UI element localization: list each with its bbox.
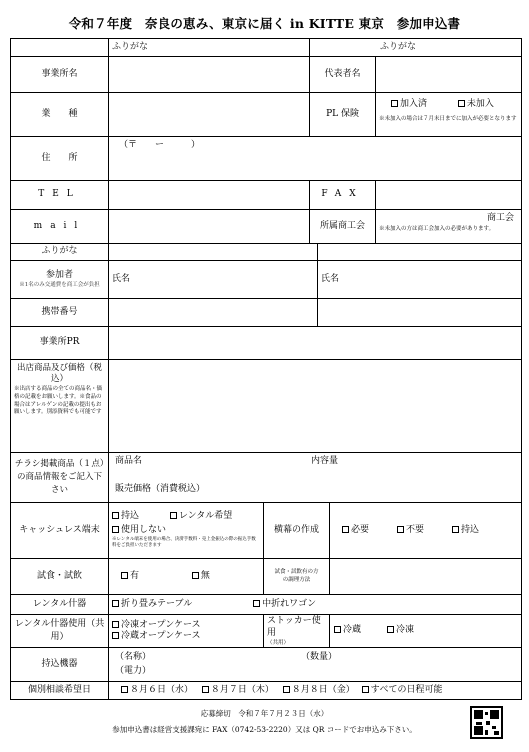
rental-option-freezer-case[interactable]: 冷凍オープンケース [112,620,260,631]
mobile1-field[interactable] [109,299,318,327]
flyer-label: チラシ掲載商品（１点）の商品情報をご記入下さい [11,453,109,503]
checkbox-icon [121,572,128,579]
tasting-method-cell [264,559,522,595]
checkbox-icon [253,600,260,607]
furigana-label-cell [11,39,109,57]
rental-label: レンタル什器 [11,595,109,615]
rep-furigana-field[interactable]: ふりがな [310,39,522,57]
participant2-furigana-field[interactable] [318,244,522,261]
checkbox-icon [362,686,369,693]
industry-label: 業 種 [11,93,109,137]
submit-note: 参加申込書は経営支援課宛に FAX（0742-53-2220）又は QR コードでお申込み下さい。 [112,725,417,734]
consult-option-all[interactable]: すべての日程可能 [362,685,443,695]
industry-field[interactable] [109,93,310,137]
chamber-field[interactable] [376,210,521,243]
page-title: 令和７年度 奈良の恵み、東京に届く in KITTE 東京 参加申込書 [68,16,461,31]
tasting-label: 試食・試飲 [11,559,109,595]
rental-option-wagon[interactable]: 中折れワゴン [253,599,316,609]
checkbox-icon [342,526,349,533]
chamber-suffix: 商工会 [487,213,515,223]
tasting-field [109,559,264,595]
pl-option-not-joined[interactable]: 未加入 [458,99,494,109]
products-note: ※出店する商品の全ての商品名・価格の記載をお願いします。※食品の場合はアレルゲンの記載の提出もお願いします。別添資料でも可能です [14,386,103,416]
rental-shared-label: レンタル什器使用（共用） [11,615,109,648]
participant1-furigana-field[interactable] [109,244,318,261]
mobile-label: 携帯番号 [11,299,109,327]
checkbox-icon [391,100,398,107]
address-label: 住 所 [11,137,109,181]
banner-cell [264,503,522,559]
equipment-qty-label: （数量） [301,651,338,662]
banner-option-no-need[interactable]: 不要 [397,525,424,536]
participant-label: 参加者 [45,270,73,281]
representative-field[interactable] [376,57,521,92]
products-label-cell [11,360,109,453]
application-form [10,38,522,700]
participant-label-cell [11,261,109,299]
consult-field [109,682,522,700]
pl-label: PL 保険 [310,93,376,136]
pl-note: ※未加入の場合は７月末日までに加入が必要となります [379,116,517,123]
office-name-field[interactable] [109,57,310,93]
participant-furigana-label: ふりがな [11,244,109,261]
stocker-label-cell [264,615,330,647]
deadline-text: 応募締切 令和７年７月２３日（水） [200,709,329,718]
checkbox-icon [458,100,465,107]
cashless-option-none[interactable]: 使用しない [112,525,260,536]
participant1-name-field[interactable] [109,261,318,299]
office-furigana-field[interactable]: ふりがな [109,39,310,57]
qr-code-icon[interactable] [470,706,503,739]
stocker-label: ストッカー使用 [267,616,321,639]
flyer-product-name-label: 商品名 [115,456,143,466]
checkbox-icon [334,626,341,633]
products-field[interactable] [109,360,522,453]
checkbox-icon [397,526,404,533]
tasting-method-field[interactable] [330,559,521,594]
flyer-content-label: 内容量 [311,456,339,466]
chamber-note: ※未加入の方は商工会加入の必要があります。 [379,226,495,233]
postal-code: （〒 ー ） [119,140,201,150]
checkbox-icon [387,626,394,633]
checkbox-icon [112,621,119,628]
checkbox-icon [202,686,209,693]
chamber-cell [310,210,522,244]
checkbox-icon [112,632,119,639]
pr-field[interactable] [109,327,522,360]
cashless-note: ※レンタル端末を使用の場合、決済手数料・売上金振込の際の振込手数料をご負担いただきます [112,536,256,549]
equipment-name-label: （名称） [115,651,152,662]
equipment-label: 持込機器 [11,648,109,682]
rental-option-table[interactable]: 折り畳みテーブル [112,599,192,609]
rental-option-fridge-case[interactable]: 冷蔵オープンケース [112,631,260,642]
fax-field[interactable] [376,181,521,209]
checkbox-icon [192,572,199,579]
cashless-option-rental[interactable]: レンタル希望 [170,511,232,521]
consult-label: 個別相談希望日 [11,682,109,700]
products-label: 出店商品及び価格（税込） [16,363,102,384]
fax-label: FAX [310,181,376,209]
banner-label: 横幕の作成 [264,503,330,558]
pr-label: 事業所PR [11,327,109,360]
stocker-shared-label: （共用） [267,639,290,646]
office-name-label: 事業所名 [11,57,109,93]
address-field[interactable] [109,137,522,181]
checkbox-icon [112,512,119,519]
checkbox-icon [283,686,290,693]
consult-option-aug7[interactable]: ８月７日（木） [202,685,274,695]
equipment-power-label: （電力） [115,666,152,676]
tasting-method-label: 試食・試飲有の方の調理方法 [264,559,330,594]
cashless-field [109,503,264,559]
participant-note: ※1名のみ交通費を商工会が負担 [19,281,100,288]
fax-cell [310,181,522,210]
mobile2-field[interactable] [318,299,522,327]
tel-field[interactable] [109,181,310,210]
checkbox-icon [121,686,128,693]
checkbox-icon [170,512,177,519]
chamber-label: 所属商工会 [310,210,376,243]
stocker-option-freezer[interactable]: 冷凍 [387,625,414,636]
name-label: 氏名 [321,273,340,284]
rental-shared-field [109,615,264,648]
pl-option-joined[interactable]: 加入済 [391,99,427,109]
banner-option-bring[interactable]: 持込 [452,525,479,536]
stocker-cell [264,615,522,648]
checkbox-icon [452,526,459,533]
banner-option-need[interactable]: 必要 [342,525,369,536]
stocker-option-fridge[interactable]: 冷蔵 [334,625,361,636]
tel-label: TEL [11,181,109,210]
rental-field [109,595,522,615]
flyer-field[interactable] [109,453,522,503]
cashless-option-bring[interactable]: 持込 [112,511,139,521]
consult-option-aug6[interactable]: ８月６日（水） [121,685,193,695]
name-label: 氏名 [112,273,131,284]
equipment-field[interactable] [109,648,522,682]
consult-option-aug8[interactable]: ８月８日（金） [283,685,355,695]
representative-label: 代表者名 [310,57,376,92]
tasting-option-yes[interactable]: 有 [121,571,139,581]
mail-field[interactable] [109,210,310,244]
flyer-price-label: 販売価格（消費税込） [115,484,206,495]
checkbox-icon [112,600,119,607]
tasting-option-no[interactable]: 無 [192,571,210,581]
cashless-label: キャッシュレス端末 [11,503,109,559]
checkbox-icon [112,526,119,533]
mail-label: mail [11,210,109,244]
pl-cell [310,93,522,137]
participant2-name-field[interactable] [318,261,522,299]
rep-cell[interactable] [310,57,522,93]
